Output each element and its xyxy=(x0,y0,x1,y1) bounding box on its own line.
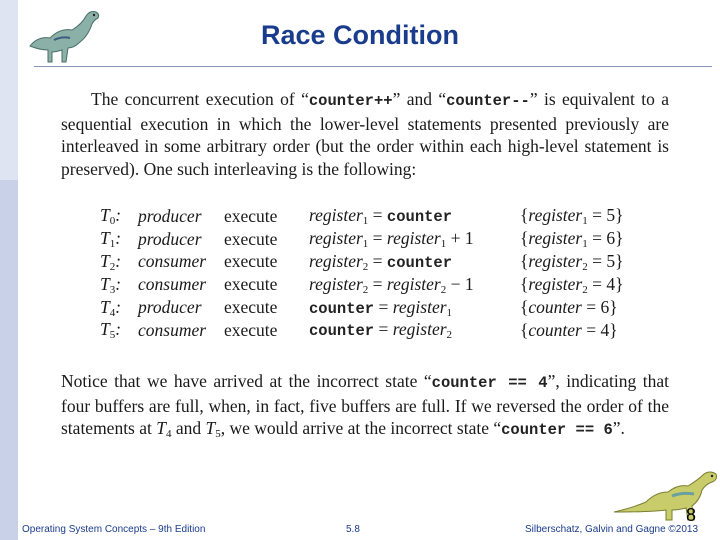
action-cell: execute xyxy=(224,251,278,272)
statement-cell xyxy=(309,319,520,342)
rhs-register: register xyxy=(392,296,447,317)
slide-title: Race Condition xyxy=(260,20,459,50)
page-number: 8 xyxy=(686,505,697,525)
equals: = xyxy=(374,319,393,340)
lhs-register: register xyxy=(309,205,363,226)
state-open: { xyxy=(520,297,529,318)
lhs-register: register xyxy=(309,250,363,271)
role-cell: consumer xyxy=(138,251,207,272)
step-cell: $T_4$: xyxy=(100,296,122,319)
state-var: counter xyxy=(528,319,582,340)
rhs-register: register xyxy=(386,228,441,249)
rhs-sub: 2 xyxy=(446,329,453,342)
notice-text-5: ”. xyxy=(612,418,625,438)
step-cell: $T_3$: xyxy=(100,273,122,296)
intro-text-1: The concurrent execution of “ xyxy=(91,89,309,109)
state-sub: 1 xyxy=(582,215,588,228)
state-open: { xyxy=(520,228,529,249)
state-cell xyxy=(520,296,623,319)
interleaving-row xyxy=(100,296,623,319)
interleaving-row xyxy=(100,273,623,296)
lhs-sub: 2 xyxy=(362,283,369,296)
intro-text-2: ” and “ xyxy=(392,89,447,109)
code-counter-eq-6: counter == 6 xyxy=(501,421,613,439)
state-open: { xyxy=(520,250,529,271)
state-var: register xyxy=(528,228,583,249)
state-sub: 1 xyxy=(582,238,588,251)
state-eq: = 4} xyxy=(581,319,618,340)
step-sub: 5 xyxy=(109,329,116,342)
step-sub: 3 xyxy=(109,283,116,296)
rhs-register: register xyxy=(386,273,441,294)
action-cell: execute xyxy=(224,297,278,318)
intro-text-3: ” is equivalent to a sequential execution in which the lower-level statements presented previously are interleaved in some arbitrary order (but the order within each high-level statement is preserved). One such interleaving is the following: xyxy=(61,89,669,179)
role-cell: consumer xyxy=(138,274,207,295)
state-var: register xyxy=(528,250,583,271)
code-counter-eq-4: counter == 4 xyxy=(431,374,548,392)
equals: = xyxy=(368,250,387,271)
interleaving-table xyxy=(100,205,623,342)
state-cell xyxy=(520,273,623,296)
notice-t5-sub: 5 xyxy=(215,428,221,440)
step-sub: 2 xyxy=(109,260,116,273)
rhs-counter: counter xyxy=(386,208,453,227)
state-cell xyxy=(520,319,623,342)
rhs-sub: 2 xyxy=(440,283,447,296)
state-cell xyxy=(520,205,623,228)
state-eq: = 6} xyxy=(587,228,624,249)
dinosaur-footer-icon xyxy=(612,462,720,524)
lhs-register: register xyxy=(309,228,363,249)
state-cell xyxy=(520,251,623,274)
step-t: T xyxy=(100,205,110,226)
statement-cell xyxy=(309,228,520,251)
step-t: T xyxy=(100,296,110,317)
intro-paragraph xyxy=(61,88,669,180)
step-sub: 4 xyxy=(109,306,116,319)
notice-text-3: and xyxy=(171,418,206,438)
action-cell: execute xyxy=(224,274,278,295)
state-sub: 2 xyxy=(582,283,588,296)
notice-t4: T xyxy=(156,418,166,438)
sidebar-band-bottom xyxy=(0,180,18,540)
step-sub: 1 xyxy=(109,238,116,251)
notice-t5: T xyxy=(205,418,216,438)
rhs-sub: 1 xyxy=(440,238,447,251)
lhs-counter: counter xyxy=(309,299,375,318)
step-cell: $T_1$: xyxy=(100,228,122,251)
interleaving-row xyxy=(100,205,623,228)
state-open: { xyxy=(520,273,529,294)
notice-text-4: , we would arrive at the incorrect state “ xyxy=(220,418,502,438)
lhs-register: register xyxy=(309,273,363,294)
equals: = xyxy=(368,205,387,226)
lhs-counter: counter xyxy=(309,322,375,341)
interleaving-row xyxy=(100,228,623,251)
state-eq: = 5} xyxy=(587,250,624,271)
role-cell: producer xyxy=(138,228,202,249)
statement-cell xyxy=(309,273,520,296)
rhs-tail: − 1 xyxy=(446,273,474,294)
notice-text-2: ”, indicating that four buffers are full, when, in fact, five buffers are full. If we reversed the order of the statements at xyxy=(61,371,669,438)
action-cell: execute xyxy=(224,228,278,249)
rhs-register: register xyxy=(392,319,447,340)
step-t: T xyxy=(100,250,110,271)
state-open: { xyxy=(520,205,529,226)
state-eq: = 6} xyxy=(581,297,618,318)
rhs-counter: counter xyxy=(386,253,453,272)
rhs-sub: 1 xyxy=(446,306,453,319)
step-cell: $T_2$: xyxy=(100,250,122,273)
action-cell: execute xyxy=(224,205,278,226)
statement-cell xyxy=(309,251,520,274)
step-t: T xyxy=(100,228,110,249)
step-t: T xyxy=(100,319,110,340)
equals: = xyxy=(374,296,393,317)
footer-copyright: Silberschatz, Galvin and Gagne ©2013 xyxy=(525,524,699,535)
footer-slide-ref: 5.8 xyxy=(346,524,360,535)
statement-cell xyxy=(309,205,520,228)
code-counter-decrement: counter-- xyxy=(446,92,530,110)
lhs-sub: 1 xyxy=(362,215,369,228)
step-sub: 0 xyxy=(109,215,116,228)
action-cell: execute xyxy=(224,319,278,340)
role-cell: producer xyxy=(138,205,202,226)
state-sub: 2 xyxy=(582,260,588,273)
rhs-tail: + 1 xyxy=(446,228,474,249)
role-cell: producer xyxy=(138,297,202,318)
lhs-sub: 2 xyxy=(362,260,369,273)
left-sidebar xyxy=(0,0,18,540)
statement-cell xyxy=(309,296,520,319)
step-t: T xyxy=(100,273,110,294)
state-open: { xyxy=(520,319,529,340)
step-cell: $T_0$: xyxy=(100,205,122,228)
lhs-sub: 1 xyxy=(362,238,369,251)
notice-text-1: Notice that we have arrived at the incorrect state “ xyxy=(61,371,432,391)
footer-book-title: Operating System Concepts – 9th Edition xyxy=(22,524,206,535)
interleaving-row xyxy=(100,251,623,274)
interleaving-row xyxy=(100,319,623,342)
step-cell: $T_5$: xyxy=(100,319,122,342)
state-eq: = 4} xyxy=(587,273,624,294)
title-divider xyxy=(34,66,712,67)
state-var: counter xyxy=(528,297,582,318)
notice-t4-sub: 4 xyxy=(166,428,172,440)
state-var: register xyxy=(528,273,583,294)
role-cell: consumer xyxy=(138,319,207,340)
state-eq: = 5} xyxy=(587,205,624,226)
state-cell xyxy=(520,228,623,251)
equals: = xyxy=(368,228,387,249)
code-counter-increment: counter++ xyxy=(308,92,393,110)
equals: = xyxy=(368,273,387,294)
state-var: register xyxy=(528,205,583,226)
notice-paragraph xyxy=(61,370,669,446)
